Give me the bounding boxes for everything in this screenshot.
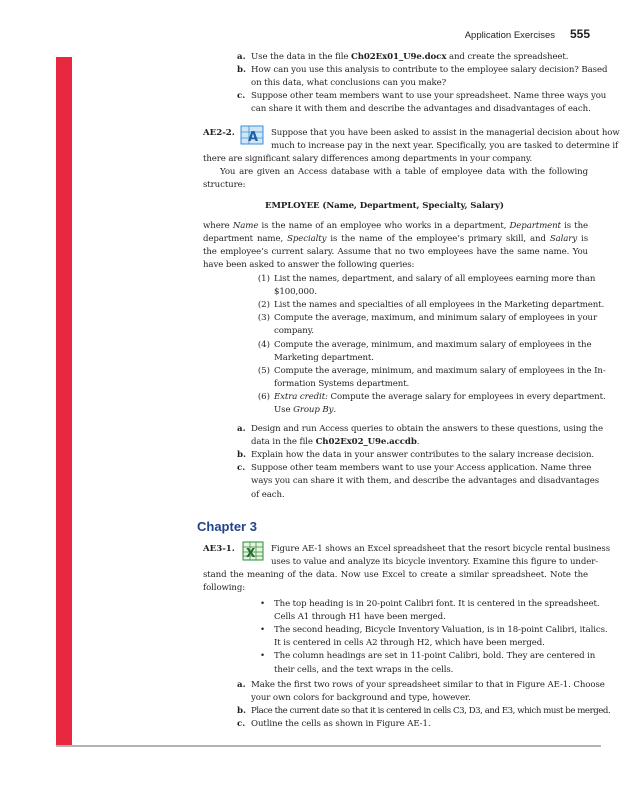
query-number: (6) — [257, 391, 270, 402]
bullet-text-line: The column headings are set in 11-point Calibri, bold. They are centered in — [274, 651, 596, 662]
emphasis-bold: Ch02Ex02_U9e.accdb — [315, 437, 417, 448]
item-text-line: ways you can share it with them, and describe the advantages and disadvantages — [251, 476, 600, 487]
emphasis-italic: Extra credit: — [274, 391, 328, 402]
paragraph-line: uses to value and analyze its bicycle inventory. Examine this figure to under- — [271, 557, 599, 567]
query-number: (5) — [257, 365, 270, 376]
svg-text:X: X — [246, 546, 256, 560]
query-text-line: List the names, department, and salary of all employees earning more than — [274, 274, 596, 284]
paragraph-line: Suppose that you have been asked to assist in the managerial decision about how — [271, 128, 620, 138]
query-text-line: List the names and specialties of all employees in the Marketing department. — [274, 300, 605, 311]
item-label: b. — [237, 450, 247, 461]
exercise-label-ae3-1: AE3-1. — [203, 544, 235, 554]
excel-icon — [242, 541, 264, 565]
item-label: c. — [237, 719, 246, 730]
svg-text:A: A — [248, 130, 259, 145]
emphasis-bold: Ch02Ex01_U9e.docx — [351, 52, 447, 62]
item-label: a. — [237, 52, 246, 62]
item-label: b. — [237, 65, 247, 76]
query-number: (3) — [257, 313, 270, 324]
exercise-label-ae2-2: AE2-2. — [203, 128, 235, 138]
bullet-text-line: Cells A1 through H1 have been merged. — [274, 612, 446, 623]
query-text-line: formation Systems department. — [274, 378, 410, 389]
item-text-line: of each. — [251, 489, 285, 500]
emphasis-italic: Group By — [293, 405, 334, 415]
paragraph-line: You are given an Access database with a table of employee data with the following — [220, 167, 588, 177]
query-text-line: company. — [274, 326, 314, 337]
paragraph-line: structure: — [203, 180, 246, 190]
paragraph-line: much to increase pay in the next year. Specifically, you are tasked to determine if — [271, 141, 619, 151]
query-text-line: Use Group By. — [274, 405, 337, 415]
query-text-line: Extra credit: Compute the average salary for employees in every department. — [274, 391, 606, 402]
item-text-line: Outline the cells as shown in Figure AE-1. — [251, 719, 431, 730]
query-text-line: Marketing department. — [274, 352, 374, 363]
query-number: (2) — [257, 300, 270, 311]
item-label: c. — [237, 91, 246, 102]
item-label: b. — [237, 706, 247, 717]
paragraph-line: have been asked to answer the following queries: — [203, 260, 415, 271]
bullet-text-line: The top heading is in 20-point Calibri font. It is centered in the spreadsheet. — [274, 599, 600, 609]
emphasis-italic: Specialty — [287, 234, 327, 245]
item-label: a. — [237, 424, 246, 434]
paragraph-line: Figure AE-1 shows an Excel spreadsheet that the resort bicycle rental business — [271, 544, 611, 554]
item-text-line: Place the current date so that it is centered in cells C3, D3, and E3, which must be merged. — [251, 706, 611, 717]
bullet-icon: • — [260, 651, 266, 662]
page-bottom-rule — [56, 745, 601, 747]
query-text-line: Compute the average, maximum, and minimum salary of employees in your — [274, 313, 597, 324]
paragraph-line: the employee’s current salary. Assume that no two employees have the same name. You — [203, 247, 588, 258]
item-text-line: Suppose other team members want to use your Access application. Name three — [251, 463, 592, 474]
item-label: c. — [237, 463, 246, 474]
schema-definition: EMPLOYEE (Name, Department, Specialty, Salary) — [265, 201, 504, 211]
bullet-text-line: The second heading, Bicycle Inventory Valuation, is in 18-point Calibri, italics. — [274, 625, 608, 636]
chapter-heading: Chapter 3 — [197, 519, 257, 534]
item-text-line: Use the data in the file Ch02Ex01_U9e.docx and create the spreadsheet. — [251, 52, 569, 62]
item-text-line: Make the first two rows of your spreadsheet similar to that in Figure AE-1. Choose — [251, 680, 605, 690]
bullet-text-line: It is centered in cells A2 through H2, which have been merged. — [274, 638, 545, 649]
access-icon — [240, 125, 264, 149]
query-text-line: Compute the average, minimum, and maximum salary of employees in the In- — [274, 365, 606, 376]
query-text-line: $100,000. — [274, 287, 317, 298]
page-number: 555 — [570, 27, 591, 41]
emphasis-italic: Salary — [549, 234, 578, 245]
emphasis-italic: Name — [232, 221, 259, 231]
query-number: (1) — [257, 274, 270, 284]
paragraph-line: stand the meaning of the data. Now use Excel to create a similar spreadsheet. Note the — [203, 570, 588, 580]
bullet-icon: • — [260, 599, 266, 609]
item-label: a. — [237, 680, 246, 690]
page-margin-red-bar — [56, 57, 72, 747]
item-text-line: Explain how the data in your answer contributes to the salary increase decision. — [251, 450, 595, 461]
paragraph-line: following: — [203, 583, 246, 593]
paragraph-line: where Name is the name of an employee who works in a department, Department is the — [203, 221, 589, 231]
item-text-line: can share it with them and describe the advantages and disadvantages of each. — [251, 104, 591, 115]
item-text-line: data in the file Ch02Ex02_U9e.accdb. — [251, 437, 420, 448]
bullet-text-line: their cells, and the text wraps in the cells. — [274, 664, 454, 675]
paragraph-line: there are significant salary differences among departments in your company. — [203, 154, 533, 164]
bullet-icon: • — [260, 625, 266, 636]
running-header-title: Application Exercises — [464, 30, 555, 41]
item-text-line: How can you use this analysis to contribute to the employee salary decision? Based — [251, 65, 608, 76]
query-number: (4) — [257, 339, 270, 350]
paragraph-line: department name, Specialty is the name of the employee’s primary skill, and Salary is — [203, 234, 589, 245]
item-text-line: on this data, what conclusions can you make? — [251, 78, 447, 89]
item-text-line: Suppose other team members want to use your spreadsheet. Name three ways you — [251, 91, 607, 102]
query-text-line: Compute the average, minimum, and maximum salary of employees in the — [274, 339, 592, 350]
item-text-line: Design and run Access queries to obtain the answers to these questions, using the — [251, 424, 603, 434]
item-text-line: your own colors for background and type, however. — [251, 693, 471, 704]
emphasis-italic: Department — [509, 221, 561, 231]
